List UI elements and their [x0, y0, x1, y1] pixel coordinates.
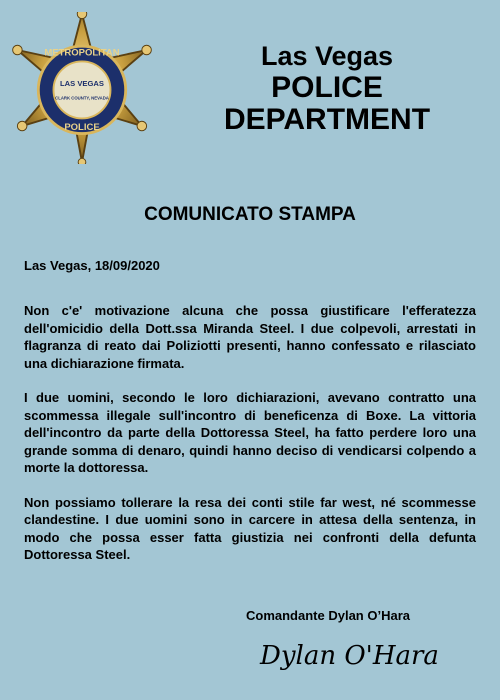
paragraph: Non possiamo tollerare la resa dei conti stile far west, né scommesse clandestine. I due uomini sono in carcere in attesa della sentenza, in modo che possa esser fatta giustizia nei confronti della defunta Dottoressa Steel.	[24, 494, 476, 562]
handwritten-signature	[256, 632, 466, 676]
paragraph: Non c'e' motivazione alcuna che possa giustificare l'efferatezza dell'omicidio della Dott.ssa Miranda Steel. I due colpevoli, arrestati in flagranza di reato dai Poliziotti presenti, hanno confessato e rilasciato una dichiarazione firmata.	[24, 303, 476, 371]
signer-name: Comandante Dylan O’Hara	[246, 608, 410, 623]
department-police: POLICE	[271, 71, 383, 104]
department-heading	[222, 40, 432, 136]
svg-text:Dylan O'Hara: Dylan O'Hara	[260, 641, 439, 671]
department-name: DEPARTMENT	[223, 103, 431, 136]
department-city: Las Vegas	[260, 41, 394, 71]
svg-text:METROPOLITAN: METROPOLITAN	[44, 47, 120, 59]
police-badge-icon	[6, 12, 158, 164]
svg-text:LAS VEGAS: LAS VEGAS	[60, 79, 104, 89]
svg-text:POLICE: POLICE	[64, 121, 100, 133]
svg-text:CLARK COUNTY, NEVADA: CLARK COUNTY, NEVADA	[55, 95, 109, 101]
paragraph: I due uomini, secondo le loro dichiarazioni, avevano contratto una scommessa illegale sull'incontro di beneficenza di Boxe. La vittoria dell'incontro da parte della Dottoressa Steel, ha fatto perdere loro una grande somma di denaro, quindi hanno deciso di vendicarsi colpendo a morte la dottoressa.	[24, 390, 476, 475]
document-body	[24, 302, 476, 581]
document-title: COMUNICATO STAMPA	[144, 204, 356, 225]
dateline: Las Vegas, 18/09/2020	[24, 258, 160, 273]
